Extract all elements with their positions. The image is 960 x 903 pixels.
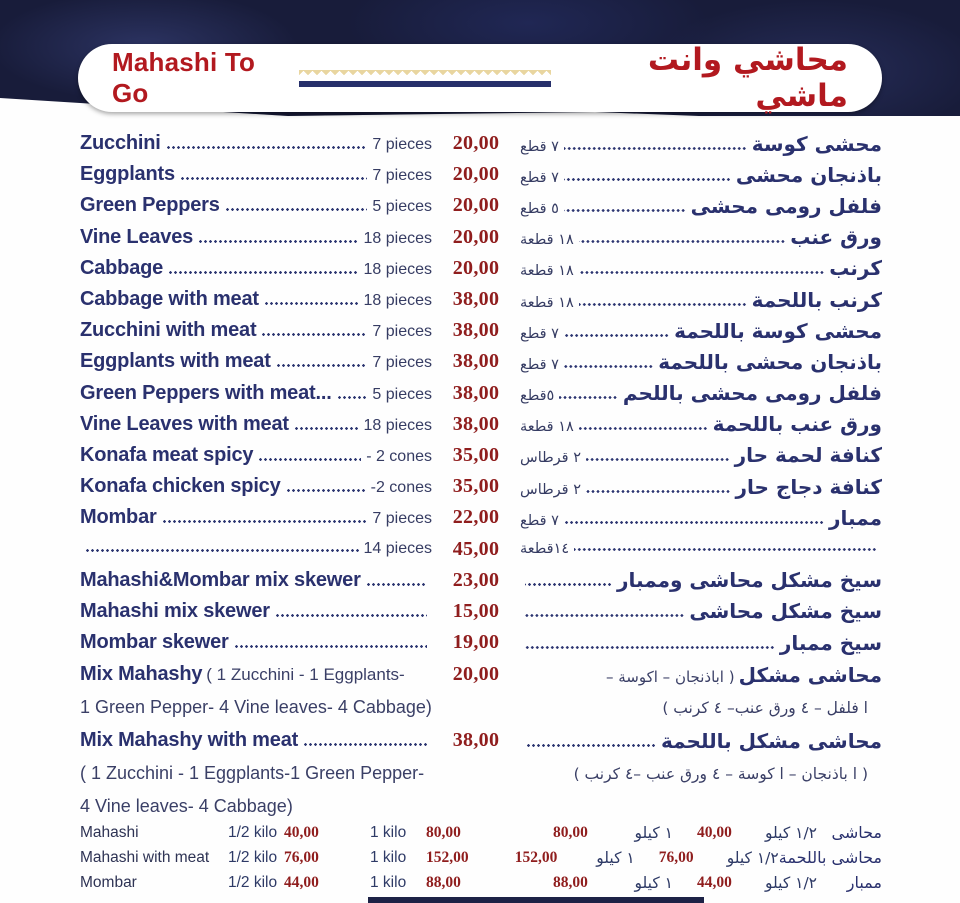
weight-name-ar: ممبار — [846, 873, 882, 892]
item-qty-en: 7 pieces — [372, 323, 432, 341]
item-desc-en: 4 Vine leaves- 4 Cabbage) — [80, 796, 293, 817]
item-qty-en: 7 pieces — [372, 167, 432, 185]
half-kilo-label: 1/2 kilo — [228, 823, 278, 841]
item-qty-ar: ٢ قرطاس — [520, 450, 581, 467]
weight-name-ar: محاشى باللحمة — [778, 848, 882, 867]
item-name-ar: كنافة لحمة حار — [734, 443, 882, 468]
dotted-leader — [294, 426, 359, 431]
dotted-leader — [234, 644, 427, 649]
weight-name-ar: محاشى — [831, 823, 882, 842]
item-qty-en: 5 pieces — [372, 198, 432, 216]
item-desc-en: ( 1 Zucchini - 1 Eggplants- — [206, 665, 405, 685]
dotted-leader — [276, 363, 368, 368]
item-price: 15,00 — [452, 599, 500, 622]
dotted-leader — [275, 613, 427, 618]
kilo-price-ar-side: 80,00 — [553, 823, 588, 841]
dotted-leader — [579, 426, 708, 431]
item-price: 20,00 — [452, 225, 500, 248]
item-desc-ar: ( اباذنجان – اكوسة – — [605, 667, 735, 686]
item-qty-en: 7 pieces — [372, 354, 432, 372]
item-qty-ar: ٢ قرطاس — [520, 481, 581, 498]
dotted-leader — [564, 364, 653, 369]
title-english: Mahashi To Go — [112, 47, 256, 108]
item-name-ar: محاشى مشكل باللحمة — [661, 728, 882, 753]
item-qty-ar: ١٤قطعة — [520, 541, 570, 558]
item-qty-ar: ٥قطع — [520, 388, 555, 405]
item-price: 38,00 — [452, 381, 500, 404]
table-row — [80, 502, 882, 533]
dotted-leader — [258, 457, 361, 462]
half-kilo-price-ar-side: 44,00 — [697, 873, 732, 891]
dotted-leader — [525, 743, 656, 748]
dotted-leader — [525, 582, 612, 587]
item-price: 20,00 — [452, 132, 500, 155]
kilo-label-ar: ١ كيلو — [596, 848, 635, 867]
item-price: 45,00 — [452, 537, 500, 560]
item-name-ar: كرنب باللحمة — [751, 287, 882, 312]
dotted-leader — [225, 207, 368, 212]
item-qty-ar: ٧ قطع — [520, 512, 559, 529]
dotted-leader — [286, 488, 366, 493]
dotted-leader — [525, 645, 775, 650]
item-qty-ar: ٧ قطع — [520, 138, 559, 155]
item-name-en: Vine Leaves — [80, 225, 194, 248]
dotted-leader — [564, 177, 731, 182]
item-name-en: Mahashi&Mombar mix skewer — [80, 568, 361, 591]
item-qty-ar: ١٨ قطعة — [520, 419, 574, 436]
table-row — [80, 691, 882, 724]
title-arabic: محاشي وانت ماشي — [647, 42, 848, 114]
half-kilo-label: 1/2 kilo — [228, 848, 278, 866]
table-row — [80, 159, 882, 190]
half-kilo-label-ar: ١/٢ كيلو — [726, 848, 779, 867]
kilo-label-ar: ١ كيلو — [634, 873, 673, 892]
kilo-price-ar-side: 152,00 — [514, 848, 558, 866]
dotted-leader — [261, 332, 367, 337]
item-name-en: Zucchini with meat — [80, 319, 257, 342]
dotted-leader — [85, 548, 359, 553]
dotted-leader — [366, 582, 427, 587]
table-row — [80, 315, 882, 346]
item-price: 35,00 — [452, 475, 500, 498]
weights-table — [80, 820, 882, 895]
item-name-ar: محشى كوسة — [751, 131, 882, 156]
half-kilo-label-ar: ١/٢ كيلو — [765, 873, 817, 892]
item-price: 19,00 — [452, 631, 500, 654]
kilo-price: 80,00 — [426, 823, 461, 841]
half-kilo-label: 1/2 kilo — [228, 873, 278, 891]
dotted-leader — [579, 302, 747, 307]
item-name-ar: باذنجان محشى باللحمة — [658, 349, 882, 374]
dotted-leader — [168, 270, 358, 275]
item-price: 38,00 — [452, 729, 500, 752]
table-row — [80, 222, 882, 253]
item-name-en: Vine Leaves with meat — [80, 412, 289, 435]
item-price: 20,00 — [452, 663, 500, 686]
item-qty-ar: ٧ قطع — [520, 325, 559, 342]
kilo-label: 1 kilo — [370, 823, 407, 841]
bottom-edge-band — [368, 897, 704, 903]
item-name-en: Cabbage — [80, 256, 164, 279]
half-kilo-price: 76,00 — [284, 848, 319, 866]
item-qty-en: 5 pieces — [372, 385, 432, 403]
flame-divider-icon — [299, 70, 552, 87]
kilo-price: 88,00 — [426, 873, 461, 891]
item-name-en: Mombar skewer — [80, 631, 229, 654]
table-row — [80, 870, 882, 895]
half-kilo-price: 40,00 — [284, 823, 319, 841]
item-name-en: Zucchini — [80, 132, 161, 155]
item-qty-en: 7 pieces — [372, 510, 432, 528]
item-qty-en: - 2 cones — [366, 447, 432, 465]
item-desc-en: 1 Green Pepper- 4 Vine leaves- 4 Cabbage) — [80, 697, 432, 718]
item-name-en: Mix Mahashy with meat — [80, 729, 299, 752]
item-name-en: Mombar — [80, 506, 157, 529]
item-name-ar: ممبار — [829, 505, 882, 530]
weight-name-en: Mahashi with meat — [80, 848, 210, 866]
item-name-ar: فلفل رومى محشى — [690, 193, 882, 218]
dotted-leader — [180, 176, 368, 181]
table-row — [80, 757, 882, 790]
weight-name-en: Mahashi — [80, 823, 139, 841]
item-price: 38,00 — [452, 412, 500, 435]
dotted-leader — [564, 146, 747, 151]
table-row — [80, 253, 882, 284]
dotted-leader — [586, 489, 731, 494]
item-qty-ar: ١٨ قطعة — [520, 232, 574, 249]
table-row — [80, 440, 882, 471]
item-name-en: Green Peppers with meat... — [80, 381, 332, 404]
item-qty-ar: ٥ قطع — [520, 200, 559, 217]
item-name-ar: محاشى مشكل — [738, 662, 882, 687]
dotted-leader — [564, 333, 669, 338]
table-row — [80, 565, 882, 596]
kilo-label-ar: ١ كيلو — [634, 823, 673, 842]
dotted-leader — [337, 395, 368, 400]
item-name-ar: سيخ مشكل محاشى — [689, 599, 882, 624]
item-name-ar: محشى كوسة باللحمة — [674, 318, 882, 343]
dotted-leader — [303, 742, 427, 747]
dotted-leader — [564, 520, 824, 525]
item-name-ar: فلفل رومى محشى باللحم — [622, 381, 882, 406]
item-name-en: Mix Mahashy — [80, 663, 203, 686]
item-price: 20,00 — [452, 194, 500, 217]
kilo-price: 152,00 — [426, 848, 469, 866]
table-row — [80, 471, 882, 502]
menu-list — [80, 128, 882, 823]
weight-name-en: Mombar — [80, 873, 137, 891]
item-qty-en: 14 pieces — [363, 540, 432, 558]
item-price: 20,00 — [452, 163, 500, 186]
table-row — [80, 845, 882, 870]
table-row — [80, 596, 882, 627]
half-kilo-price-ar-side: 40,00 — [697, 823, 732, 841]
table-row — [80, 724, 882, 757]
half-kilo-label-ar: ١/٢ كيلو — [765, 823, 817, 842]
half-kilo-price: 44,00 — [284, 873, 319, 891]
dotted-leader — [579, 270, 824, 275]
item-desc-ar: ( ا باذنجان – ا كوسة – ٤ ورق عنب –٤ كرنب ) — [573, 764, 868, 783]
dotted-leader — [166, 145, 368, 150]
item-name-en: Cabbage with meat — [80, 288, 259, 311]
item-qty-en: 18 pieces — [363, 229, 432, 247]
dotted-leader — [525, 613, 684, 618]
item-qty-en: 18 pieces — [363, 260, 432, 278]
item-name-en: Eggplants — [80, 163, 175, 186]
item-qty-en: 18 pieces — [363, 292, 432, 310]
item-name-en: Konafa chicken spicy — [80, 475, 281, 498]
item-qty-ar: ٧ قطع — [520, 356, 559, 373]
dotted-leader — [264, 301, 359, 306]
item-qty-ar: ٧ قطع — [520, 169, 559, 186]
table-row — [80, 378, 882, 409]
dotted-leader — [586, 457, 730, 462]
item-name-en: Green Peppers — [80, 194, 220, 217]
item-name-ar: ورق عنب — [790, 225, 882, 250]
table-row — [80, 190, 882, 221]
kilo-label: 1 kilo — [370, 848, 407, 866]
dotted-leader — [162, 519, 368, 524]
item-name-ar: باذنجان محشى — [735, 162, 882, 187]
item-price: 38,00 — [452, 288, 500, 311]
half-kilo-price-ar-side: 76,00 — [658, 848, 694, 866]
table-row — [80, 658, 882, 691]
dotted-leader — [564, 208, 686, 213]
item-desc-en: ( 1 Zucchini - 1 Eggplants-1 Green Pepper- — [80, 763, 425, 784]
item-price: 22,00 — [452, 506, 500, 529]
table-row — [80, 346, 882, 377]
item-price: 38,00 — [452, 350, 500, 373]
item-name-ar: سيخ مشكل محاشى وممبار — [617, 568, 882, 593]
table-row — [80, 533, 882, 564]
item-name-en: Konafa meat spicy — [80, 443, 254, 466]
item-price: 38,00 — [452, 319, 500, 342]
item-price: 35,00 — [452, 443, 500, 466]
item-name-ar: سيخ ممبار — [779, 630, 882, 655]
table-row — [80, 820, 882, 845]
table-row — [80, 284, 882, 315]
dotted-leader — [574, 547, 877, 552]
dotted-leader — [559, 395, 618, 400]
item-qty-en: -2 cones — [370, 479, 432, 497]
table-row — [80, 128, 882, 159]
table-row — [80, 627, 882, 658]
dotted-leader — [579, 239, 785, 244]
item-name-en: Mahashi mix skewer — [80, 599, 270, 622]
table-row — [80, 790, 882, 823]
item-qty-ar: ١٨ قطعة — [520, 263, 574, 280]
item-name-ar: كرنب — [829, 256, 882, 281]
item-price: 23,00 — [452, 568, 500, 591]
table-row — [80, 409, 882, 440]
dotted-leader — [198, 239, 358, 244]
item-name-ar: كنافة دجاج حار — [735, 474, 882, 499]
header — [78, 44, 882, 112]
kilo-price-ar-side: 88,00 — [553, 873, 588, 891]
item-price: 20,00 — [452, 256, 500, 279]
item-name-en: Eggplants with meat — [80, 350, 271, 373]
kilo-label: 1 kilo — [370, 873, 407, 891]
item-qty-ar: ١٨ قطعة — [520, 294, 574, 311]
item-name-ar: ورق عنب باللحمة — [712, 412, 882, 437]
item-qty-en: 18 pieces — [363, 416, 432, 434]
item-desc-ar: ا فلفل – ٤ ورق عنب– ٤ كرنب ) — [662, 698, 868, 717]
item-qty-en: 7 pieces — [372, 136, 432, 154]
